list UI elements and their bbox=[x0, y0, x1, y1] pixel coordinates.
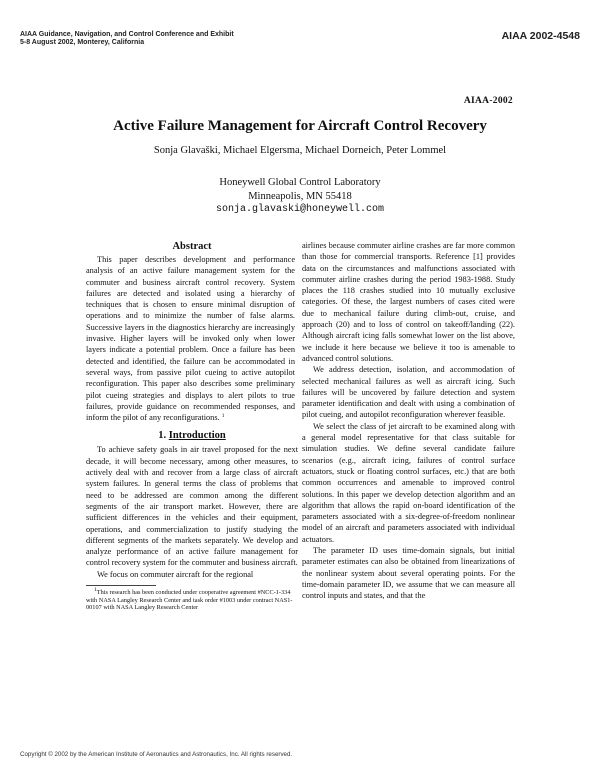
affiliation-block bbox=[0, 176, 600, 217]
series-id: AIAA-2002 bbox=[463, 96, 513, 106]
paper-number: AIAA 2002-4548 bbox=[501, 30, 580, 42]
body-paragraph-4: The parameter ID uses time-domain signals, but initial parameter estimates can also be obtained from linearizations of the nonlinear system about several operating points. For the time-domain parameter ID, we assume that we can measure all control inputs and states, and that the bbox=[302, 546, 515, 601]
body-paragraph-2: We address detection, isolation, and accommodation of selected mechanical failures as well as aircraft icing. Such failures will be uncovered by failure detection and system parameter identification and dealt with using a combination of pilot cueing, and autopilot reconfiguration wherever feasible. bbox=[302, 365, 515, 420]
copyright-notice: Copyright © 2002 by the American Institute of Aeronautics and Astronautics, Inc. All rights reserved. bbox=[20, 751, 293, 758]
abstract-text bbox=[86, 254, 298, 423]
body-paragraph-1: airlines because commuter airline crashes are far more common than those for commercial transports. Reference [1] provides data on the circumstances and malfunctions associated with commuter airline crashes during the period 1983-1988. Study places the 118 crashes studied into 10 mutually exclusive categories. Of these, the largest numbers of cases cited were due to mechanical failure during climb-out, cruise, and approach (20) and to loss of control on takeoff/landing (22). Although aircraft icing falls somewhat lower on the list above, we include it here because we believe it too is amenable to advanced control solutions. bbox=[302, 241, 515, 363]
author-email: sonja.glavaski@honeywell.com bbox=[215, 204, 385, 215]
left-column bbox=[86, 240, 298, 612]
intro-paragraph-1: To achieve safety goals in air travel proposed for the next decade, it will become necessary, among other measures, to actively deal with and recover from a large class of aircraft system failures. In general terms the class of problems that need to be addressed are common among the different segments of the air transport market. However, there are sufficient differences in the vehicles and their equipment, operations, and commercialization to justify studying the different segments of the markets separately. We develop and analyze performance of an active failure management for control recovery system for the commuter and business aircraft. bbox=[86, 445, 298, 568]
conference-date-location: 5-8 August 2002, Monterey, California bbox=[20, 39, 145, 46]
abstract-footnote-mark: 1 bbox=[221, 413, 225, 420]
section-title: Introduction bbox=[168, 430, 226, 442]
affiliation-organization: Honeywell Global Control Laboratory bbox=[219, 177, 381, 188]
footnote-text: This research has been conducted under cooperative agreement #NCC-1-334 with NASA Langley Research Center and task order #1003 under contract NAS1-00107 with NASA Langley Research Center bbox=[86, 589, 293, 612]
intro-paragraph-2: We focus on commuter aircraft for the regional bbox=[97, 569, 254, 579]
footnote-mark: 1 bbox=[94, 587, 97, 594]
abstract-heading: Abstract bbox=[172, 241, 212, 252]
abstract bbox=[86, 254, 298, 423]
section-number: 1. bbox=[158, 430, 167, 442]
footnote-rule bbox=[86, 585, 156, 586]
conference-name: AIAA Guidance, Navigation, and Control Conference and Exhibit bbox=[20, 31, 234, 38]
section-heading-introduction bbox=[86, 429, 298, 442]
footnote bbox=[86, 589, 298, 612]
abstract-body: This paper describes development and performance analysis of an active failure management system for the commuter and business aircraft control recovery. System failures are detected and isolated using a hierarchy of techniques that is chosen to ensure minimal disruption of operations and to minimize the number of false alarms. Successive layers in the diagnostics hierarchy are increasingly invasive. Higher layers will be invoked only when lower layers indicate a potential problem. Once a failure has been detected and identified, the failure can be accommodated in several ways, from passive pilot cueing to active autopilot reconfiguration. This paper also describes some preliminary pilot cueing strategies and displays to alert pilots to true failures, provide guidance on recommended responses, and inform the pilot of any reconfigurations. bbox=[86, 255, 295, 423]
paper-title: Active Failure Management for Aircraft Control Recovery bbox=[113, 118, 487, 134]
right-column bbox=[302, 240, 515, 602]
conference-header bbox=[20, 31, 400, 47]
body-paragraph-3: We select the class of jet aircraft to be examined along with a general model representative for that class suitable for simulation studies. We define several candidate failure scenarios (e.g., aircraft icing, failures of control surface actuators, stuck or floating control surfaces, etc.) that are both common occurrences and amenable to improved control solutions. In this paper we develop detection algorithm and an algorithm that allows the rapid on-board identification of the parameters associated with a six-degree-of-freedom nonlinear model of an aircraft and parameters associated with individual actuators. bbox=[302, 421, 515, 544]
author-list: Sonja Glavaški, Michael Elgersma, Michael Dorneich, Peter Lommel bbox=[153, 145, 447, 156]
affiliation-location: Minneapolis, MN 55418 bbox=[248, 190, 352, 202]
